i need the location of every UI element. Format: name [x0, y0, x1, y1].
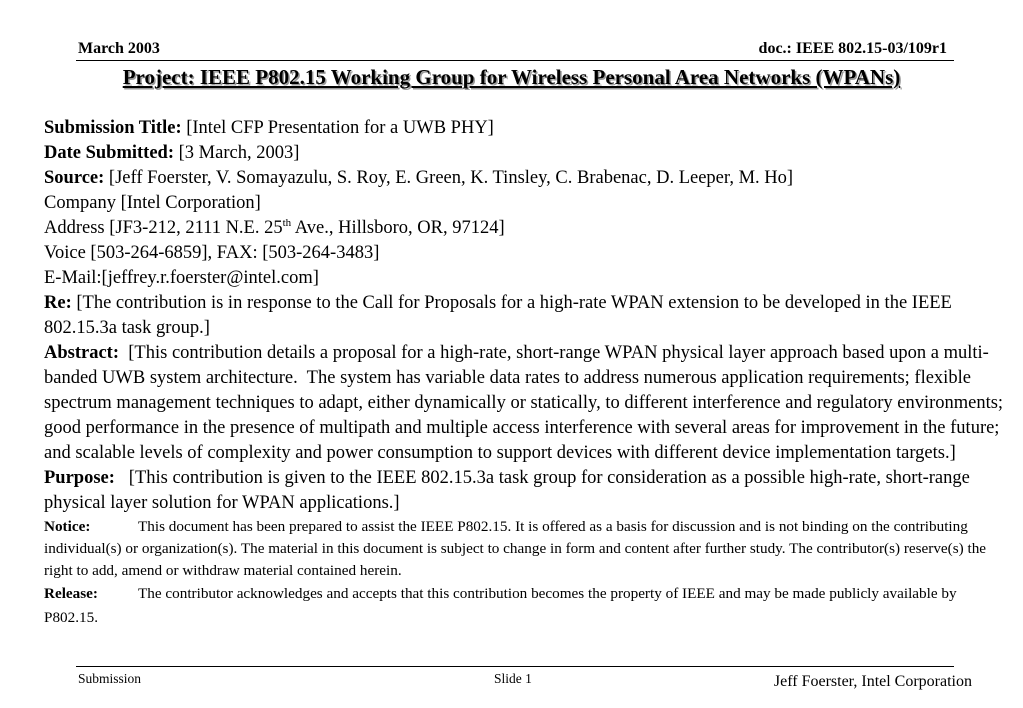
header-doc-id: doc.: IEEE 802.15-03/109r1	[758, 40, 947, 57]
submission-details	[44, 116, 1006, 630]
address-post: Ave., Hillsboro, OR, 97124]	[291, 218, 505, 238]
company-line: Company [Intel Corporation]	[44, 193, 261, 213]
release-paragraph	[44, 582, 1006, 630]
voice-fax-line: Voice [503-264-6859], FAX: [503-264-3483]	[44, 243, 380, 263]
notice-value: This document has been prepared to assist the IEEE P802.15. It is offered as a basis for discussion and is not binding on the contributing individual(s) or organization(s). The material in this document is subject to change in form and content after further study. The contributor(s) reserve(s) the right to add, amend or withdraw material contained herein.	[44, 518, 987, 579]
project-title: Project: IEEE P802.15 Working Group for Wireless Personal Area Networks (WPANs)	[122, 65, 901, 89]
notice-label: Notice:	[44, 518, 91, 535]
release-value: The contributor acknowledges and accepts that this contribution becomes the property of IEEE and may be made publicly available by P802.15.	[44, 585, 957, 626]
purpose-value: [This contribution is given to the IEEE 802.15.3a task group for consideration as a possible high-rate, short-range physical layer solution for WPAN applications.]	[44, 468, 975, 513]
submission-title-line	[44, 116, 1006, 141]
re-label: Re:	[44, 293, 72, 313]
address-pre: Address [JF3-212, 2111 N.E. 25	[44, 218, 283, 238]
purpose-label: Purpose:	[44, 468, 115, 488]
email-line: E-Mail:[jeffrey.r.foerster@intel.com]	[44, 268, 319, 288]
submission-title-label: Submission Title:	[44, 118, 182, 138]
notice-paragraph	[44, 516, 1006, 582]
purpose-paragraph	[44, 466, 1006, 516]
abstract-label: Abstract:	[44, 343, 120, 363]
footer-author: Jeff Foerster, Intel Corporation	[773, 673, 972, 690]
re-value: [The contribution is in response to the Call for Proposals for a high-rate WPAN extension to be developed in the IEEE 802.15.3a task group.]	[44, 293, 952, 338]
footer-submission: Submission	[78, 671, 142, 686]
date-submitted-value: [3 March, 2003]	[174, 143, 300, 163]
footer-rule	[76, 666, 954, 667]
address-sup: th	[282, 217, 292, 229]
header-rule	[76, 60, 954, 61]
source-label: Source:	[44, 168, 105, 188]
re-paragraph	[44, 291, 1006, 341]
date-submitted-label: Date Submitted:	[44, 143, 175, 163]
abstract-value: [This contribution details a proposal for a high-rate, short-range WPAN physical layer approach based upon a multi-banded UWB system architecture. The system has variable data rates to address numerous application requirements; flexible spectrum management techniques to adapt, either dynamically or statically, to different interference and regulatory environments; good performance in the presence of multipath and multiple access interference with several areas for improvement in the future; and scalable levels of complexity and power consumption to support devices with different device implementation targets.]	[44, 343, 1008, 463]
source-value: [Jeff Foerster, V. Somayazulu, S. Roy, E. Green, K. Tinsley, C. Brabenac, D. Leeper, M. Ho]	[104, 168, 794, 188]
header-date: March 2003	[78, 40, 160, 57]
footer-slide-number: Slide 1	[494, 671, 532, 686]
address-line	[44, 216, 1006, 241]
date-submitted-line	[44, 141, 1006, 166]
abstract-paragraph	[44, 341, 1006, 466]
release-label: Release:	[44, 585, 98, 602]
submission-title-value: [Intel CFP Presentation for a UWB PHY]	[181, 118, 494, 138]
source-line	[44, 166, 1006, 191]
